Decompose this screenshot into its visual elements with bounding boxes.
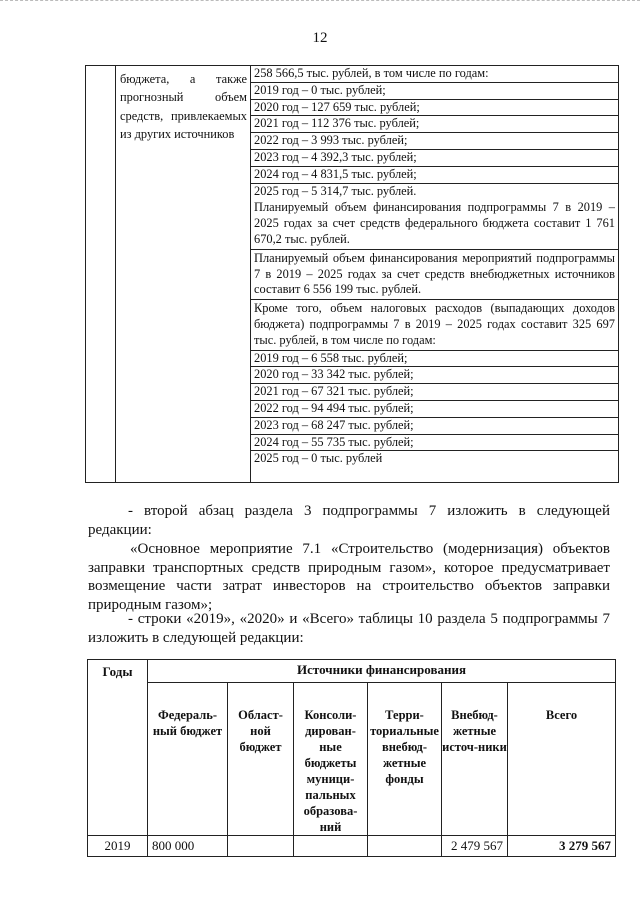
instruction-paragraph-1: - второй абзац раздела 3 подпрограммы 7 изложить в следующей редакции: [88, 503, 610, 538]
year-line: 2023 год – 68 247 тыс. рублей; [251, 418, 618, 435]
quoted-paragraph: «Основное мероприятие 7.1 «Строительство (модернизация) объектов заправки транспортных средств природным газом», которое предусматривает возмещение части затрат инвесторов на строительство объектов заправки природным газом»; [88, 541, 610, 613]
financing-table [85, 65, 619, 483]
row-extrabudget: 2 479 567 [442, 836, 508, 857]
year-line: 2024 год – 55 735 тыс. рублей; [251, 435, 618, 452]
years-header: Годы [88, 660, 148, 836]
year-line: 258 566,5 тыс. рублей, в том числе по годам: [251, 66, 618, 83]
col-federal: Федераль-ный бюджет [148, 683, 228, 836]
row-federal: 800 000 [148, 836, 228, 857]
table-10 [87, 659, 616, 857]
scan-edge-line [0, 0, 640, 3]
year-line: 2025 год – 5 314,7 тыс. рублей. [254, 183, 417, 198]
extrabudget-paragraph: Планируемый объем финансирования мероприятий подпрограммы 7 в 2019 – 2025 годах за счет средств внебюджетных источников составит 6 556 199 тыс. рублей. [251, 250, 618, 300]
year-line: 2019 год – 6 558 тыс. рублей; [251, 351, 618, 368]
col-municipal: Консоли-дирован-ные бюджеты муници-пальных образова-ний [294, 683, 368, 836]
year-line: 2021 год – 67 321 тыс. рублей; [251, 384, 618, 401]
tax-paragraph: Кроме того, объем налоговых расходов (выпадающих доходов бюджета) подпрограммы 7 в 2019 – 2025 годах составит 325 697 тыс. рублей, в том числе по годам: [251, 300, 618, 350]
label-cell [116, 66, 251, 483]
year-line: 2020 год – 127 659 тыс. рублей; [251, 100, 618, 117]
year-line: 2023 год – 4 392,3 тыс. рублей; [251, 150, 618, 167]
table-row [88, 836, 616, 857]
row-year: 2019 [88, 836, 148, 857]
col-territorial: Терри-ториальные внебюд-жетные фонды [368, 683, 442, 836]
year-line: 2022 год – 3 993 тыс. рублей; [251, 133, 618, 150]
sources-header: Источники финансирования [148, 660, 616, 683]
empty-number-cell [86, 66, 116, 483]
row-regional [228, 836, 294, 857]
year-line: 2025 год – 0 тыс. рублей [254, 451, 383, 466]
row-total: 3 279 567 [508, 836, 616, 857]
page-number: 12 [312, 30, 328, 46]
instruction-paragraph-2: - строки «2019», «2020» и «Всего» таблицы 10 раздела 5 подпрограммы 7 изложить в следующей редакции: [88, 611, 610, 646]
col-total: Всего [508, 683, 616, 836]
year-line: 2022 год – 94 494 тыс. рублей; [251, 401, 618, 418]
row-territorial [368, 836, 442, 857]
label-text: бюджета, а также прогнозный объем средств, привлекаемых из других источников [120, 72, 247, 142]
col-extrabudget: Внебюд-жетные источ-ники [442, 683, 508, 836]
col-regional: Област-ной бюджет [228, 683, 294, 836]
year-line: 2020 год – 33 342 тыс. рублей; [251, 367, 618, 384]
year-line: 2019 год – 0 тыс. рублей; [251, 83, 618, 100]
year-line: 2024 год – 4 831,5 тыс. рублей; [251, 167, 618, 184]
row-municipal [294, 836, 368, 857]
year-line: 2021 год – 112 376 тыс. рублей; [251, 116, 618, 133]
value-cell [251, 66, 619, 483]
federal-paragraph: Планируемый объем финансирования подпрограммы 7 в 2019 – 2025 годах за счет средств федерального бюджета составит 1 761 670,2 тыс. рублей. [251, 199, 618, 249]
